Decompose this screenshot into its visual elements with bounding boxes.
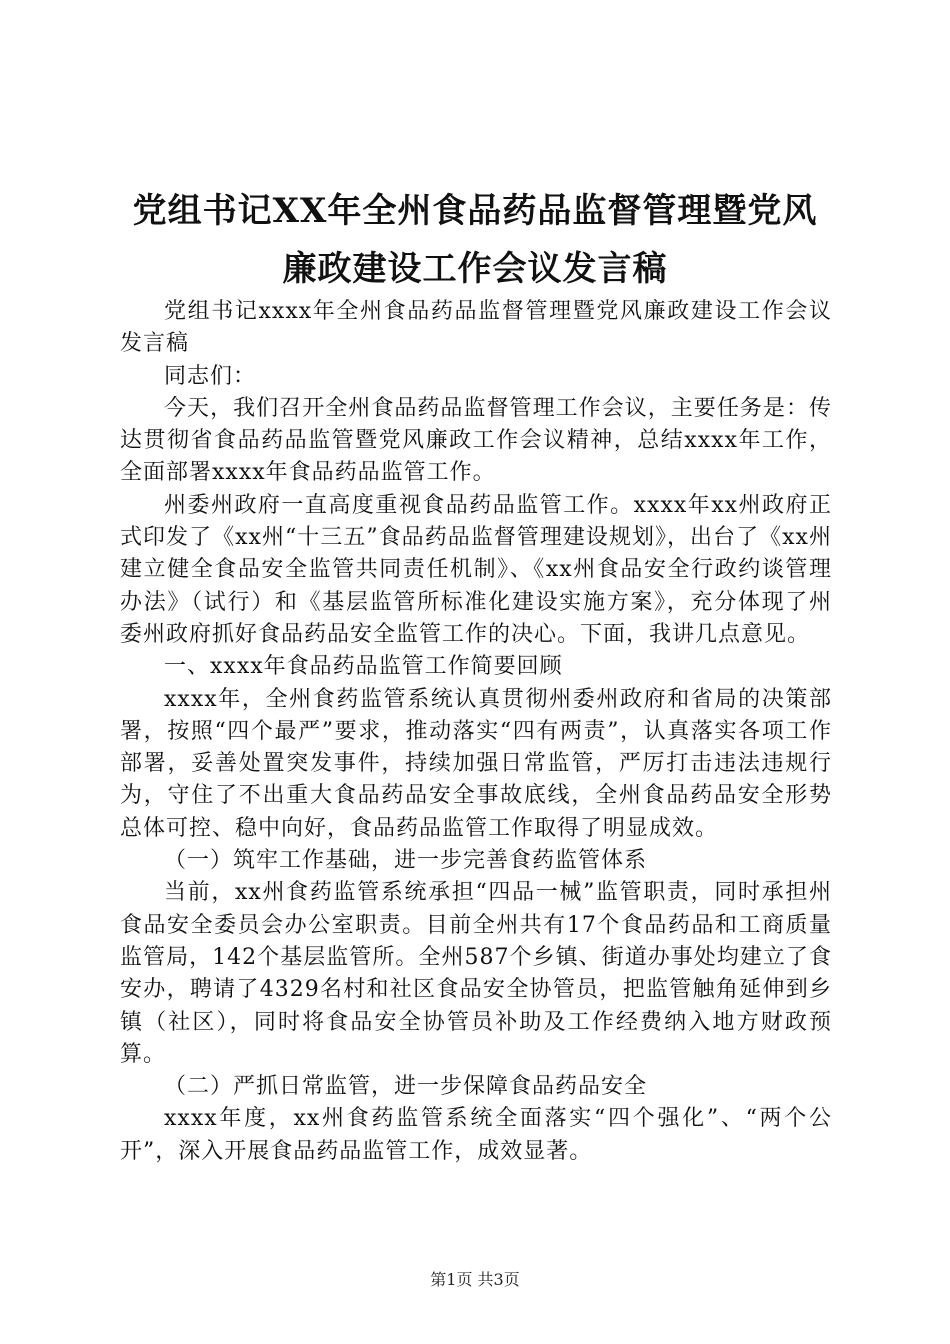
page-footer: 第1页 共3页 [430, 1270, 520, 1289]
subsection-heading-1: （一）筑牢工作基础，进一步完善食药监管体系 [164, 848, 648, 874]
paragraph-salutation: 同志们： [164, 363, 257, 389]
paragraph-supervision: xxxx年度，xx州食药监管系统全面落实“四个强化”、“两个公开”，深入开展食品药品监管工作，成效显著。 [120, 1106, 832, 1164]
subsection-heading-2: （二）严抓日常监管，进一步保障食品药品安全 [164, 1074, 648, 1100]
document-body [120, 296, 832, 1168]
paragraph-intro: 今天，我们召开全州食品药品监督管理工作会议，主要任务是：传达贯彻省食品药品监管暨党风廉政工作会议精神，总结xxxx年工作，全面部署xxxx年食品药品监管工作。 [120, 395, 832, 486]
paragraph-system: 当前，xx州食药监管系统承担“四品一械”监管职责，同时承担州食品安全委员会办公室职责。目前全州共有17个食品药品和工商质量监管局，142个基层监管所。全州587个乡镇、街道办事处均建立了食安办，聘请了4329名村和社区食品安全协管员，把监管触角延伸到乡镇（社区），同时将食品安全协管员补助及工作经费纳入地方财政预算。 [120, 880, 832, 1067]
document-title: 党组书记XX年全州食品药品监督管理暨党风廉政建设工作会议发言稿 [132, 191, 818, 289]
paragraph-heading-repeat: 党组书记xxxx年全州食品药品监督管理暨党风廉政建设工作会议发言稿 [120, 299, 832, 357]
section-heading-1: 一、xxxx年食品药品监管工作简要回顾 [164, 654, 563, 680]
paragraph-review: xxxx年，全州食药监管系统认真贯彻州委州政府和省局的决策部署，按照“四个最严”要求，推动落实“四有两责”，认真落实各项工作部署，妥善处置突发事件，持续加强日常监管，严厉打击违法违规行为，守住了不出重大食品药品安全事故底线，全州食品药品安全形势总体可控、稳中向好，食品药品监管工作取得了明显成效。 [120, 686, 832, 841]
paragraph-background: 州委州政府一直高度重视食品药品监管工作。xxxx年xx州政府正式印发了《xx州“十三五”食品药品监督管理建设规划》，出台了《xx州建立健全食品安全监管共同责任机制》、《xx州食品安全行政约谈管理办法》（试行）和《基层监管所标准化建设实施方案》，充分体现了州委州政府抓好食品药品安全监管工作的决心。下面，我讲几点意见。 [120, 492, 832, 647]
